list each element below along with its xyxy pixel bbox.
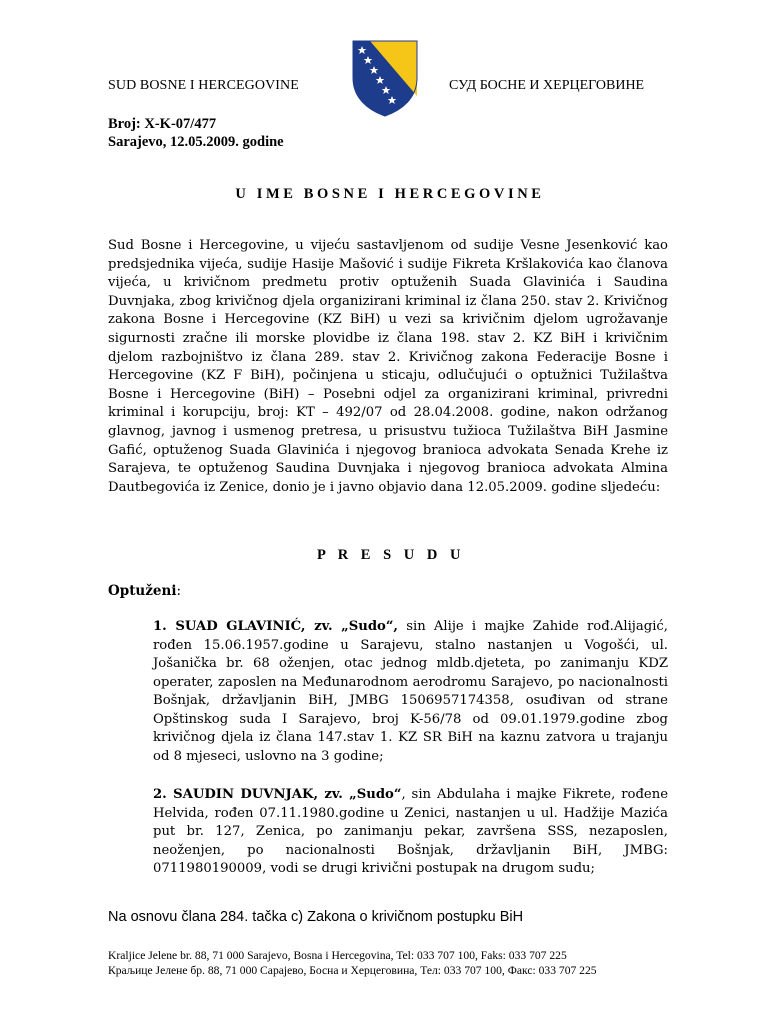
- accused-details: , sin Abdulaha i majke Fikrete, rođene Helvida, rođen 07.11.1980.godine u Zenici, nastanjen u ul. Hadžije Mazića put br. 127, Zenica, po zanimanju pekar, završena SSS, nezaposlen, neoženjen, po nacionalnosti Bošnjak, državljanin BiH, JMBG: 0711980190009, vodi se drugi krivični postupak na drugom sudu;: [153, 787, 668, 876]
- accused-item: [153, 786, 668, 879]
- footer-address-latin: Kraljice Jelene br. 88, 71 000 Sarajevo, Bosna i Hercegovina, Tel: 033 707 100, Faks: 033 707 225: [108, 949, 567, 962]
- accused-label-colon: :: [176, 583, 182, 599]
- accused-details: sin Alije i majke Zahide rođ.Alijagić, rođen 15.06.1957.godine u Sarajevu, stalno nastanjen u Vogošći, ul. Jošanička br. 68 oženjen, otac jednog mldb.djeteta, po zanimanju KDZ operater, zaposlen na Međunarodnom aerodromu Sarajevo, po nacionalnosti Bošnjak, državljanin BiH, JMBG 1506957174358, osuđivan od strane Opštinskog suda I Sarajevo, broj K-56/78 od 09.01.1979.godine zbog krivičnog djela iz člana 147.stav 1. KZ SR BiH na kaznu zatvora u trajanju od 8 mjeseci, uslovno na 3 godine;: [153, 619, 668, 764]
- coat-of-arms-icon: [350, 38, 420, 118]
- accused-label-text: Optuženi: [108, 583, 177, 599]
- court-name-cyrillic: СУД БОСНЕ И ХЕРЦЕГОВИНЕ: [449, 78, 645, 93]
- closing-line: Na osnovu člana 284. tačka c) Zakona o krivičnom postupku BiH: [108, 909, 524, 925]
- accused-name: 2. SAUDIN DUVNJAK, zv. „Sudo“: [153, 787, 402, 802]
- footer-address-cyrillic: Краљице Јелене бр. 88, 71 000 Сарајево, Босна и Херцеговина, Тел: 033 707 100, Факс: 033 707 225: [108, 964, 597, 977]
- accused-item: [153, 618, 668, 766]
- place-date: Sarajevo, 12.05.2009. godine: [108, 134, 284, 150]
- court-name-latin: SUD BOSNE I HERCEGOVINE: [108, 78, 299, 93]
- accused-label: [108, 583, 181, 599]
- verdict-title: P R E S U D U: [317, 547, 465, 563]
- document-title: U IME BOSNE I HERCEGOVINE: [235, 186, 545, 202]
- accused-name: 1. SUAD GLAVINIĆ, zv. „Sudo“,: [153, 619, 399, 634]
- case-number: Broj: X-K-07/477: [108, 116, 217, 132]
- intro-text: Sud Bosne i Hercegovine, u vijeću sastavljenom od sudije Vesne Jesenković kao predsjednika vijeća, sudije Hasije Mašović i sudije Fikreta Kršlakovića kao članova vijeća, u krivičnom predmetu protiv optuženih Suada Glavinića i Saudina Duvnjaka, zbog krivičnog djela organizirani kriminal iz člana 250. stav 2. Krivičnog zakona Bosne i Hercegovine (KZ BiH) u vezi sa krivičnim djelom ugrožavanje sigurnosti zračne ili morske plovidbe iz člana 198. stav 2. KZ BiH i krivičnim djelom razbojništvo iz člana 289. stav 2. Krivičnog zakona Federacije Bosne i Hercegovine (KZ F BiH), počinjena u sticaju, odlučujući o optužnici Tužilaštva Bosne i Hercegovine (BiH) – Posebni odjel za organizirani kriminal, privredni kriminal i korupciju, broj: KT – 492/07 od 28.04.2008. godine, nakon održanog glavnog, javnog i usmenog pretresa, u prisustvu tužioca Tužilaštva BiH Jasmine Gafić, optuženog Suada Glavinića i njegovog branioca advokata Senada Krehe iz Sarajeva, te optuženog Saudina Duvnjaka i njegovog branioca advokata Almina Dautbegovića iz Zenice, donio je i javno objavio dana 12.05.2009. godine sljedeću:: [108, 238, 668, 495]
- intro-paragraph: [108, 237, 668, 497]
